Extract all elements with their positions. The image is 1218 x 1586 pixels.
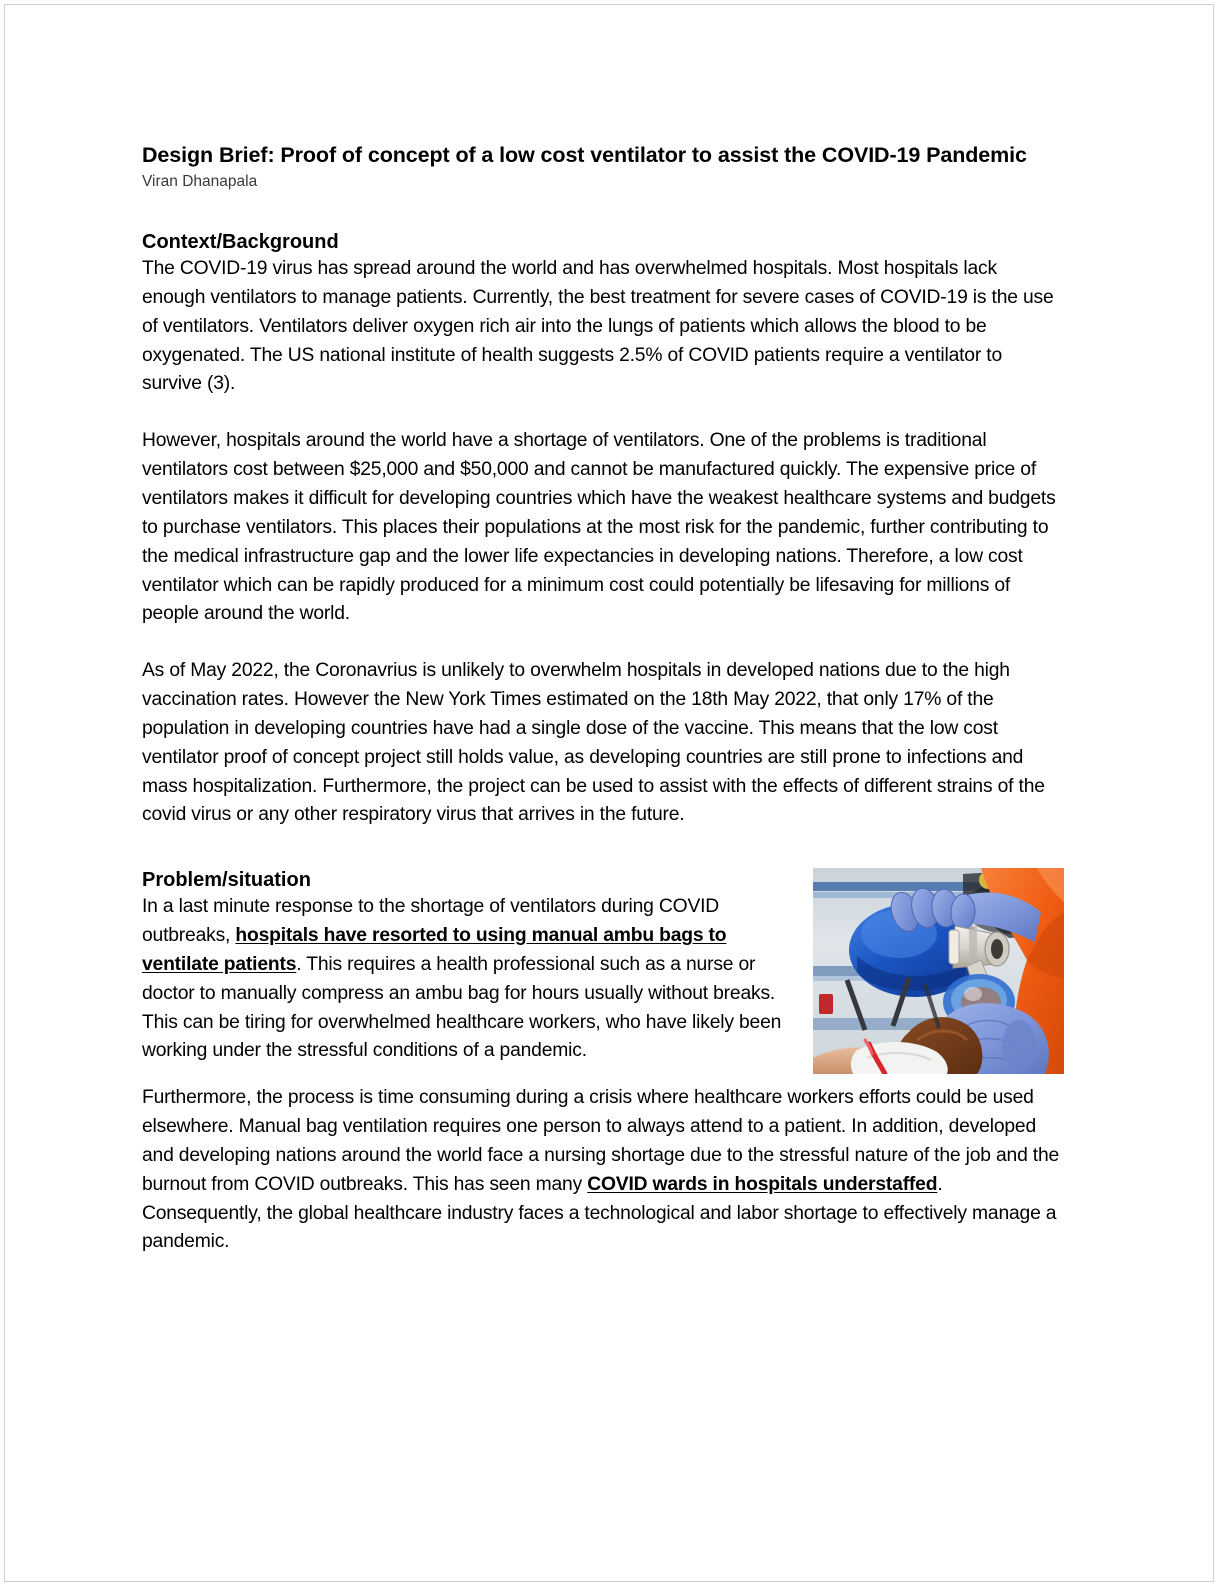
paragraph-problem-tail: . This requires a health professional such as a nurse or doctor to manually compress an ambu bag for hours usually without breaks. This can be tiring for overwhelmed healthcare workers, who have likely been working under the stressful conditions of a pandemic. [142,953,782,1062]
figure-ambu-bag-photo [813,868,1064,1074]
problem-section-wrapper [142,868,1064,1084]
page-title: Design Brief: Proof of concept of a low cost ventilator to assist the COVID-19 Pandemic [142,143,1027,167]
document-page [4,4,1214,1582]
paragraph-furthermore-lead: Furthermore, the process is time consuming during a crisis where healthcare workers efforts could be used elsewhere. Manual bag ventilation requires one person to always attend to a patient. In addition, developed and developing nations around the world face a nursing shortage due to the stressful nature of the job and the burnout from COVID outbreaks. This has seen many [142,1087,1060,1195]
emphasis-manual-ambu-bags: hospitals have resorted to using manual ambu bags to ventilate patients [142,925,727,975]
paragraph-context-1: The COVID-19 virus has spread around the world and has overwhelmed hospitals. Most hospitals lack enough ventilators to manage patients. Currently, the best treatment for severe cases of COVID-19 is the use of ventilators. Ventilators deliver oxygen rich air into the lungs of patients which allows the blood to be oxygenated. The US national institute of health suggests 2.5% of COVID patients require a ventilator to survive (3). [142,258,1054,395]
paragraph-furthermore [142,1084,1064,1257]
section-heading-context-background: Context/Background [142,231,339,254]
paragraph-problem-lead: In a last minute response to the shortage of ventilators during COVID outbreaks, [142,896,720,947]
section-heading-problem-situation: Problem/situation [142,869,311,892]
emphasis-covid-wards-understaffed: COVID wards in hospitals understaffed [587,1173,938,1195]
author-byline: Viran Dhanapala [142,172,258,190]
paragraph-context-2: However, hospitals around the world have a shortage of ventilators. One of the problems is traditional ventilators cost between $25,000 and $50,000 and cannot be manufactured quickly. The expensive price of ventilators makes it difficult for developing countries which have the weakest healthcare systems and budgets to purchase ventilators. This places their populations at the most risk for the pandemic, further contributing to the medical infrastructure gap and the lower life expectancies in developing nations. Therefore, a low cost ventilator which can be rapidly produced for a minimum cost could potentially be lifesaving for millions of people around the world. [142,430,1056,625]
ambu-bag-illustration [813,868,1064,1074]
paragraph-context-3: As of May 2022, the Coronavrius is unlikely to overwhelm hospitals in developed nations due to the high vaccination rates. However the New York Times estimated on the 18th May 2022, that only 17% of the population in developing countries have had a single dose of the vaccine. This means that the low cost ventilator proof of concept project still holds value, as developing countries are still prone to infections and mass hospitalization. Furthermore, the project can be used to assist with the effects of different strains of the covid virus or any other respiratory virus that arrives in the future. [142,660,1045,826]
paragraph-furthermore-tail: . Consequently, the global healthcare industry faces a technological and labor shortage to effectively manage a pandemic. [142,1173,1057,1253]
document-body [142,143,1064,1257]
